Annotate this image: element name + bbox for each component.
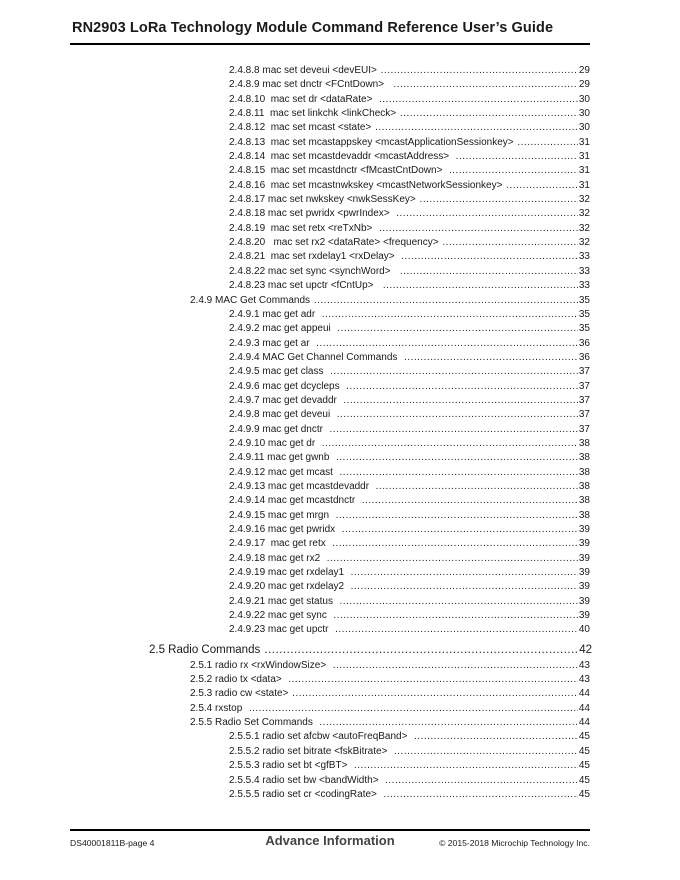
toc-entry-page: 44 xyxy=(578,688,590,700)
toc-entry-page: 39 xyxy=(578,567,590,579)
footer-doc-id: DS40001811B-page 4 xyxy=(70,838,155,848)
toc-entry-page: 39 xyxy=(578,610,590,622)
toc-dot-leader xyxy=(340,595,578,609)
toc-entry-label: 2.4.9.18 mac get rx2 xyxy=(229,552,326,564)
toc-dot-leader xyxy=(249,702,578,716)
toc-dot-leader xyxy=(322,308,578,322)
toc-entry[interactable] xyxy=(0,609,680,623)
toc-dot-leader xyxy=(379,93,578,107)
toc-entry-page: 33 xyxy=(578,280,590,292)
toc-entry-label: 2.4.8.13 mac set mcastappskey <mcastApplicationSessionkey> xyxy=(229,136,517,148)
toc-entry-page: 33 xyxy=(578,251,590,263)
toc-entry-label: 2.4.8.22 mac set sync <synchWord> xyxy=(229,265,399,277)
toc-dot-leader xyxy=(375,121,578,135)
toc-entry[interactable] xyxy=(0,642,680,659)
toc-entry-page: 39 xyxy=(578,538,590,550)
toc-entry[interactable] xyxy=(0,279,680,293)
toc-entry[interactable] xyxy=(0,437,680,451)
page-footer xyxy=(70,833,590,851)
toc-dot-leader xyxy=(333,659,578,673)
toc-dot-leader xyxy=(342,523,578,537)
toc-entry[interactable] xyxy=(0,730,680,744)
toc-entry[interactable] xyxy=(0,179,680,193)
toc-dot-leader xyxy=(336,451,578,465)
toc-entry-page: 33 xyxy=(578,265,590,277)
toc-entry-page: 45 xyxy=(578,760,590,772)
toc-entry-label: 2.4.8.18 mac set pwridx <pwrIndex> xyxy=(229,208,396,220)
toc-entry[interactable] xyxy=(0,595,680,609)
toc-dot-leader xyxy=(335,623,578,637)
toc-entry-label: 2.5.5.2 radio set bitrate <fskBitrate> xyxy=(229,745,393,757)
toc-entry-label: 2.4.8.17 mac set nwkskey <nwkSessKey> xyxy=(229,194,419,206)
toc-entry-page: 30 xyxy=(578,93,590,105)
toc-entry[interactable] xyxy=(0,566,680,580)
toc-dot-leader xyxy=(414,730,578,744)
toc-entry-page: 29 xyxy=(578,79,590,91)
toc-dot-leader xyxy=(517,136,578,150)
toc-entry[interactable] xyxy=(0,759,680,773)
toc-entry-page: 38 xyxy=(578,495,590,507)
toc-entry[interactable] xyxy=(0,64,680,78)
toc-entry-label: 2.5.2 radio tx <data> xyxy=(190,674,288,686)
toc-dot-leader xyxy=(332,537,578,551)
toc-entry-page: 30 xyxy=(578,108,590,120)
toc-entry-page: 31 xyxy=(578,165,590,177)
toc-entry-label: 2.5.5 Radio Set Commands xyxy=(190,717,319,729)
toc-entry-page: 32 xyxy=(578,237,590,249)
toc-entry[interactable] xyxy=(0,451,680,465)
toc-entry-page: 37 xyxy=(578,409,590,421)
toc-entry[interactable] xyxy=(0,107,680,121)
toc-entry-page: 45 xyxy=(578,774,590,786)
header-rule xyxy=(70,43,590,45)
toc-entry-label: 2.4.9.12 mac get mcast xyxy=(229,466,339,478)
toc-entry[interactable] xyxy=(0,774,680,788)
toc-entry[interactable] xyxy=(0,423,680,437)
toc-entry-page: 32 xyxy=(578,208,590,220)
toc-entry-page: 35 xyxy=(578,323,590,335)
toc-entry[interactable] xyxy=(0,365,680,379)
toc-dot-leader xyxy=(383,788,577,802)
toc-entry-page: 31 xyxy=(578,136,590,148)
footer-copyright: © 2015-2018 Microchip Technology Inc. xyxy=(439,838,590,848)
toc-entry[interactable] xyxy=(0,351,680,365)
toc-entry-page: 36 xyxy=(578,351,590,363)
toc-dot-leader xyxy=(381,64,578,78)
toc-entry[interactable] xyxy=(0,322,680,336)
toc-dot-leader xyxy=(288,673,578,687)
toc-entry-label: 2.4.9.13 mac get mcastdevaddr xyxy=(229,480,375,492)
toc-entry-label: 2.4.8.9 mac set dnctr <FCntDown> xyxy=(229,79,393,91)
toc-dot-leader xyxy=(456,150,578,164)
toc-entry[interactable] xyxy=(0,509,680,523)
toc-dot-leader xyxy=(396,207,578,221)
toc-entry[interactable] xyxy=(0,222,680,236)
toc-entry-page: 35 xyxy=(578,294,590,306)
toc-dot-leader xyxy=(383,279,578,293)
toc-entry-label: 2.4.8.10 mac set dr <dataRate> xyxy=(229,93,378,105)
toc-dot-leader xyxy=(346,380,578,394)
toc-entry[interactable] xyxy=(0,716,680,730)
toc-entry[interactable] xyxy=(0,150,680,164)
toc-dot-leader xyxy=(385,774,578,788)
toc-dot-leader xyxy=(351,566,578,580)
toc-entry-page: 32 xyxy=(578,222,590,234)
toc-entry-page: 43 xyxy=(578,659,590,671)
toc-entry-label: 2.5.5.1 radio set afcbw <autoFreqBand> xyxy=(229,731,414,743)
toc-entry[interactable] xyxy=(0,408,680,422)
toc-entry[interactable] xyxy=(0,702,680,716)
toc-entry-page: 38 xyxy=(578,452,590,464)
toc-dot-leader xyxy=(449,164,578,178)
toc-dot-leader xyxy=(379,222,578,236)
toc-dot-leader xyxy=(400,107,578,121)
table-of-contents xyxy=(0,64,680,802)
page-header-title: RN2903 LoRa Technology Module Command Reference User’s Guide xyxy=(72,20,554,36)
toc-dot-leader xyxy=(401,250,578,264)
toc-entry-page: 39 xyxy=(578,581,590,593)
toc-entry[interactable] xyxy=(0,466,680,480)
toc-dot-leader xyxy=(506,179,578,193)
toc-entry-page: 36 xyxy=(578,337,590,349)
toc-entry[interactable] xyxy=(0,207,680,221)
toc-entry[interactable] xyxy=(0,121,680,135)
toc-dot-leader xyxy=(376,480,578,494)
toc-entry-label: 2.4.9.20 mac get rxdelay2 xyxy=(229,581,350,593)
toc-entry-label: 2.4.9.19 mac get rxdelay1 xyxy=(229,567,350,579)
toc-entry-page: 37 xyxy=(578,423,590,435)
toc-entry-label: 2.4.9 MAC Get Commands xyxy=(190,294,313,306)
toc-entry[interactable] xyxy=(0,552,680,566)
toc-entry[interactable] xyxy=(0,687,680,701)
toc-dot-leader xyxy=(319,716,577,730)
toc-entry-label: 2.4.8.15 mac set mcastdnctr <fMcastCntDown> xyxy=(229,165,448,177)
toc-entry-page: 44 xyxy=(578,717,590,729)
toc-entry-page: 37 xyxy=(578,394,590,406)
toc-entry[interactable] xyxy=(0,788,680,802)
toc-entry[interactable] xyxy=(0,337,680,351)
toc-dot-leader xyxy=(292,687,578,701)
toc-entry-page: 42 xyxy=(579,643,592,656)
toc-entry-page: 30 xyxy=(578,122,590,134)
toc-dot-leader xyxy=(316,337,578,351)
toc-dot-leader xyxy=(337,322,578,336)
toc-entry[interactable] xyxy=(0,78,680,92)
toc-dot-leader xyxy=(264,642,578,659)
toc-entry-label: 2.4.9.4 MAC Get Channel Commands xyxy=(229,351,403,363)
toc-entry-page: 31 xyxy=(578,151,590,163)
toc-entry-page: 38 xyxy=(578,480,590,492)
toc-entry-page: 35 xyxy=(578,308,590,320)
toc-entry-label: 2.4.9.22 mac get sync xyxy=(229,610,333,622)
toc-dot-leader xyxy=(394,745,578,759)
toc-entry[interactable] xyxy=(0,580,680,594)
toc-entry-label: 2.5.4 rxstop xyxy=(190,702,248,714)
toc-entry-page: 37 xyxy=(578,366,590,378)
toc-entry-label: 2.5.5.3 radio set bt <gfBT> xyxy=(229,760,353,772)
toc-entry-page: 43 xyxy=(578,674,590,686)
toc-entry-label: 2.4.9.2 mac get appeui xyxy=(229,323,337,335)
toc-entry-label: 2.4.9.14 mac get mcastdnctr xyxy=(229,495,361,507)
toc-entry-page: 45 xyxy=(578,731,590,743)
toc-entry-page: 32 xyxy=(578,194,590,206)
toc-entry-page: 45 xyxy=(578,788,590,800)
toc-entry-label: 2.5.1 radio rx <rxWindowSize> xyxy=(190,659,332,671)
toc-entry[interactable] xyxy=(0,480,680,494)
toc-entry-label: 2.4.9.11 mac get gwnb xyxy=(229,452,335,464)
toc-dot-leader xyxy=(337,408,578,422)
toc-entry-label: 2.4.8.23 mac set upctr <fCntUp> xyxy=(229,280,382,292)
toc-entry[interactable] xyxy=(0,164,680,178)
toc-entry-label: 2.4.9.1 mac get adr xyxy=(229,308,321,320)
toc-dot-leader xyxy=(330,365,578,379)
toc-entry[interactable] xyxy=(0,673,680,687)
toc-entry-label: 2.4.9.17 mac get retx xyxy=(229,538,332,550)
toc-entry-label: 2.4.9.21 mac get status xyxy=(229,595,339,607)
toc-entry-label: 2.4.8.20 mac set rx2 <dataRate> <frequency> xyxy=(229,237,442,249)
toc-entry-label: 2.4.8.8 mac set deveui <devEUI> xyxy=(229,65,380,76)
toc-dot-leader xyxy=(420,193,578,207)
toc-entry-label: 2.4.9.9 mac get dnctr xyxy=(229,423,329,435)
toc-entry[interactable] xyxy=(0,250,680,264)
toc-dot-leader xyxy=(333,609,577,623)
toc-dot-leader xyxy=(343,394,577,408)
toc-entry-page: 38 xyxy=(578,437,590,449)
toc-entry[interactable] xyxy=(0,623,680,637)
toc-entry-label: 2.4.9.16 mac get pwridx xyxy=(229,524,341,535)
toc-entry-label: 2.4.8.14 mac set mcastdevaddr <mcastAddress> xyxy=(229,151,455,163)
toc-dot-leader xyxy=(351,580,578,594)
toc-entry-page: 38 xyxy=(578,466,590,478)
toc-dot-leader xyxy=(322,437,578,451)
toc-entry-label: 2.4.9.10 mac get dr xyxy=(229,437,321,449)
toc-entry-page: 40 xyxy=(578,624,590,636)
toc-entry-label: 2.5.5.5 radio set cr <codingRate> xyxy=(229,788,383,800)
footer-status: Advance Information xyxy=(265,833,395,848)
toc-entry[interactable] xyxy=(0,537,680,551)
toc-entry-page: 38 xyxy=(578,509,590,521)
toc-entry-label: 2.4.9.3 mac get ar xyxy=(229,337,316,349)
toc-entry-label: 2.4.8.11 mac set linkchk <linkCheck> xyxy=(229,108,399,120)
toc-entry[interactable] xyxy=(0,93,680,107)
toc-entry[interactable] xyxy=(0,745,680,759)
toc-dot-leader xyxy=(327,552,578,566)
toc-entry[interactable] xyxy=(0,380,680,394)
toc-entry[interactable] xyxy=(0,193,680,207)
toc-entry-page: 39 xyxy=(578,524,590,535)
toc-dot-leader xyxy=(336,509,578,523)
toc-entry-label: 2.4.9.5 mac get class xyxy=(229,366,330,378)
toc-entry[interactable] xyxy=(0,394,680,408)
toc-entry[interactable] xyxy=(0,294,680,308)
toc-dot-leader xyxy=(404,351,578,365)
toc-entry[interactable] xyxy=(0,494,680,508)
toc-dot-leader xyxy=(354,759,578,773)
toc-dot-leader xyxy=(400,265,578,279)
toc-entry-page: 37 xyxy=(578,380,590,392)
toc-entry-label: 2.4.9.15 mac get mrgn xyxy=(229,509,335,521)
toc-entry-label: 2.4.8.16 mac set mcastnwkskey <mcastNetworkSessionkey> xyxy=(229,179,506,191)
toc-dot-leader xyxy=(340,466,578,480)
toc-entry-page: 44 xyxy=(578,702,590,714)
toc-dot-leader xyxy=(362,494,578,508)
toc-entry-label: 2.5.3 radio cw <state> xyxy=(190,688,292,700)
toc-entry[interactable] xyxy=(0,523,680,537)
toc-entry-label: 2.5.5.4 radio set bw <bandWidth> xyxy=(229,774,385,786)
toc-entry-label: 2.4.9.23 mac get upctr xyxy=(229,624,335,636)
toc-entry-label: 2.4.8.12 mac set mcast <state> xyxy=(229,122,375,134)
toc-entry-label: 2.5 Radio Commands xyxy=(149,643,264,656)
toc-dot-leader xyxy=(393,78,577,92)
toc-entry-page: 39 xyxy=(578,552,590,564)
toc-entry-label: 2.4.9.6 mac get dcycleps xyxy=(229,380,346,392)
toc-entry[interactable] xyxy=(0,265,680,279)
toc-entry-label: 2.4.8.19 mac set retx <reTxNb> xyxy=(229,222,378,234)
toc-entry-page: 39 xyxy=(578,595,590,607)
toc-dot-leader xyxy=(330,423,578,437)
toc-entry[interactable] xyxy=(0,236,680,250)
toc-entry-label: 2.4.9.7 mac get devaddr xyxy=(229,394,343,406)
toc-dot-leader xyxy=(442,236,578,250)
toc-entry[interactable] xyxy=(0,308,680,322)
footer-rule xyxy=(70,829,590,831)
toc-entry[interactable] xyxy=(0,136,680,150)
toc-entry[interactable] xyxy=(0,659,680,673)
toc-entry-page: 45 xyxy=(578,745,590,757)
toc-entry-label: 2.4.8.21 mac set rxdelay1 <rxDelay> xyxy=(229,251,401,263)
toc-entry-page: 29 xyxy=(578,65,590,76)
toc-entry-page: 31 xyxy=(578,179,590,191)
toc-dot-leader xyxy=(314,294,578,308)
toc-entry-label: 2.4.9.8 mac get deveui xyxy=(229,409,336,421)
